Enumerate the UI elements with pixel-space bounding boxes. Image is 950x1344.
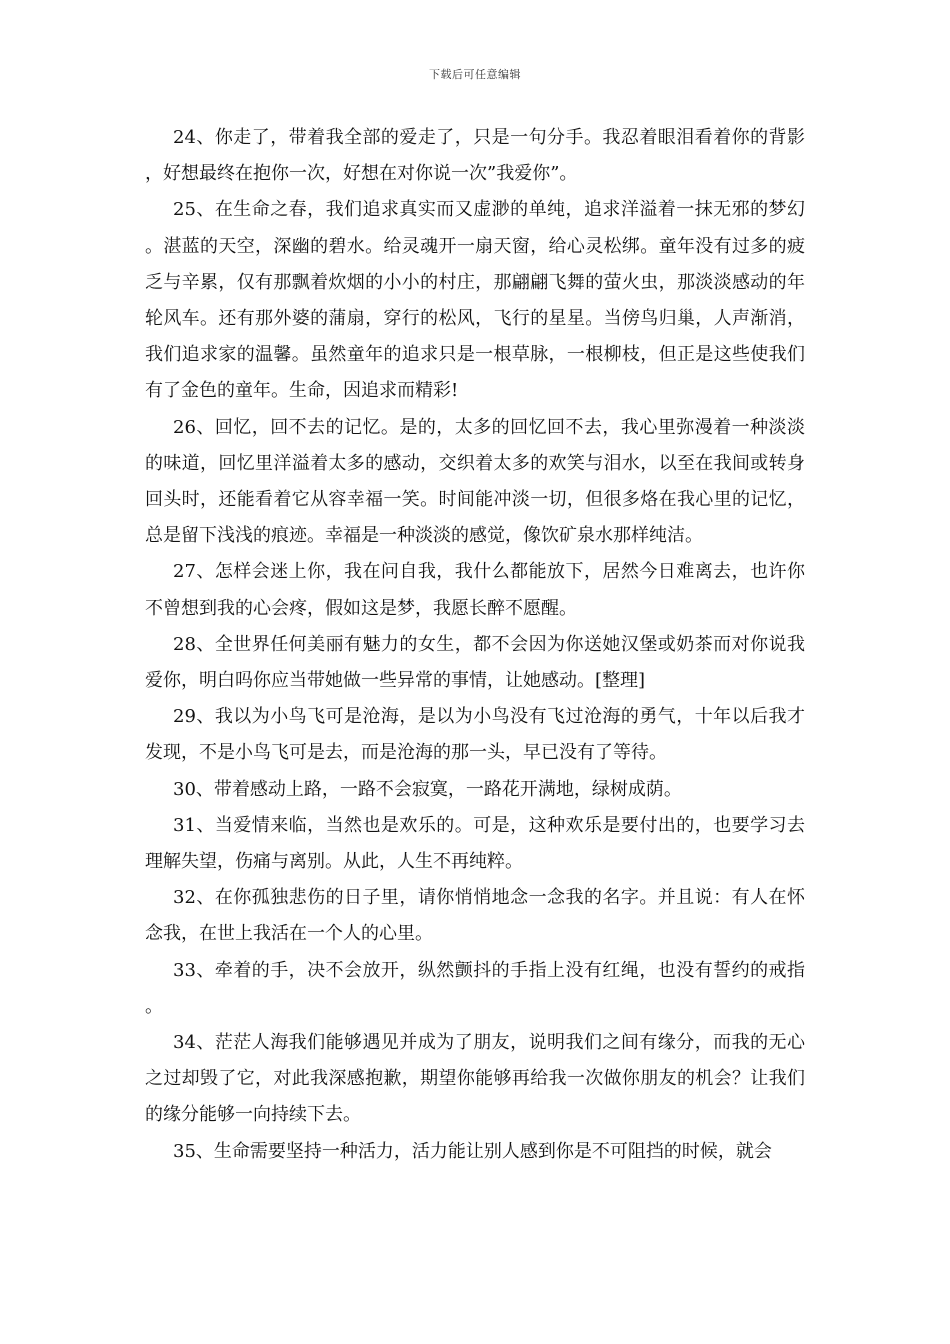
paragraph-29: 29、我以为小鸟飞可是沧海，是以为小鸟没有飞过沧海的勇气，十年以后我才发现，不是小鸟飞可是去，而是沧海的那一头，早已没有了等待。 xyxy=(145,706,805,764)
paragraph-31: 31、当爱情来临，当然也是欢乐的。可是，这种欢乐是要付出的，也要学习去理解失望，伤痛与离别。从此，人生不再纯粹。 xyxy=(145,814,805,873)
paragraph-35: 35、生命需要坚持一种活力，活力能让别人感到你是不可阻挡的时候，就会 xyxy=(173,1140,772,1162)
paragraph-27: 27、怎样会迷上你，我在问自我，我什么都能放下，居然今日难离去，也许你不曾想到我的心会疼，假如这是梦，我愿长醉不愿醒。 xyxy=(145,561,805,619)
paragraph-33: 33、牵着的手，决不会放开，纵然颤抖的手指上没有红绳，也没有誓约的戒指。 xyxy=(145,959,805,1017)
paragraph-32: 32、在你孤独悲伤的日子里，请你悄悄地念一念我的名字。并且说：有人在怀念我，在世上我活在一个人的心里。 xyxy=(145,887,805,945)
paragraph-34: 34、茫茫人海我们能够遇见并成为了朋友，说明我们之间有缘分，而我的无心之过却毁了它，对此我深感抱歉，期望你能够再给我一次做你朋友的机会？让我们的缘分能够一向持续下去。 xyxy=(145,1032,805,1126)
paragraph-24: 24、你走了，带着我全部的爱走了，只是一句分手。我忍着眼泪看着你的背影，好想最终在抱你一次，好想在对你说一次”我爱你”。 xyxy=(145,127,805,185)
paragraph-26: 26、回忆，回不去的记忆。是的，太多的回忆回不去，我心里弥漫着一种淡淡的味道，回忆里洋溢着太多的感动，交织着太多的欢笑与泪水，以至在我间或转身回头时，还能看着它从容幸福一笑。时间能冲淡一切，但很多烙在我心里的记忆，总是留下浅浅的痕迹。幸福是一种淡淡的感觉，像饮矿泉水那样纯洁。 xyxy=(145,416,805,547)
paragraph-30: 30、带着感动上路，一路不会寂寞，一路花开满地，绿树成荫。 xyxy=(173,778,682,800)
page-header: 下载后可任意编辑 xyxy=(429,68,521,81)
document-body xyxy=(145,120,805,1170)
paragraph-28: 28、全世界任何美丽有魅力的女生，都不会因为你送她汉堡或奶茶而对你说我爱你，明白吗你应当带她做一些异常的事情，让她感动。[整理] xyxy=(145,633,805,692)
paragraph-25: 25、在生命之春，我们追求真实而又虚渺的单纯，追求洋溢着一抹无邪的梦幻。湛蓝的天空，深幽的碧水。给灵魂开一扇天窗，给心灵松绑。童年没有过多的疲乏与辛累，仅有那飘着炊烟的小小的村庄，那翩翩飞舞的萤火虫，那淡淡感动的年轮风车。还有那外婆的蒲扇，穿行的松风，飞行的星星。当傍鸟归巢，人声渐消，我们追求家的温馨。虽然童年的追求只是一根草脉，一根柳枝，但正是这些使我们有了金色的童年。生命，因追求而精彩! xyxy=(145,199,805,402)
